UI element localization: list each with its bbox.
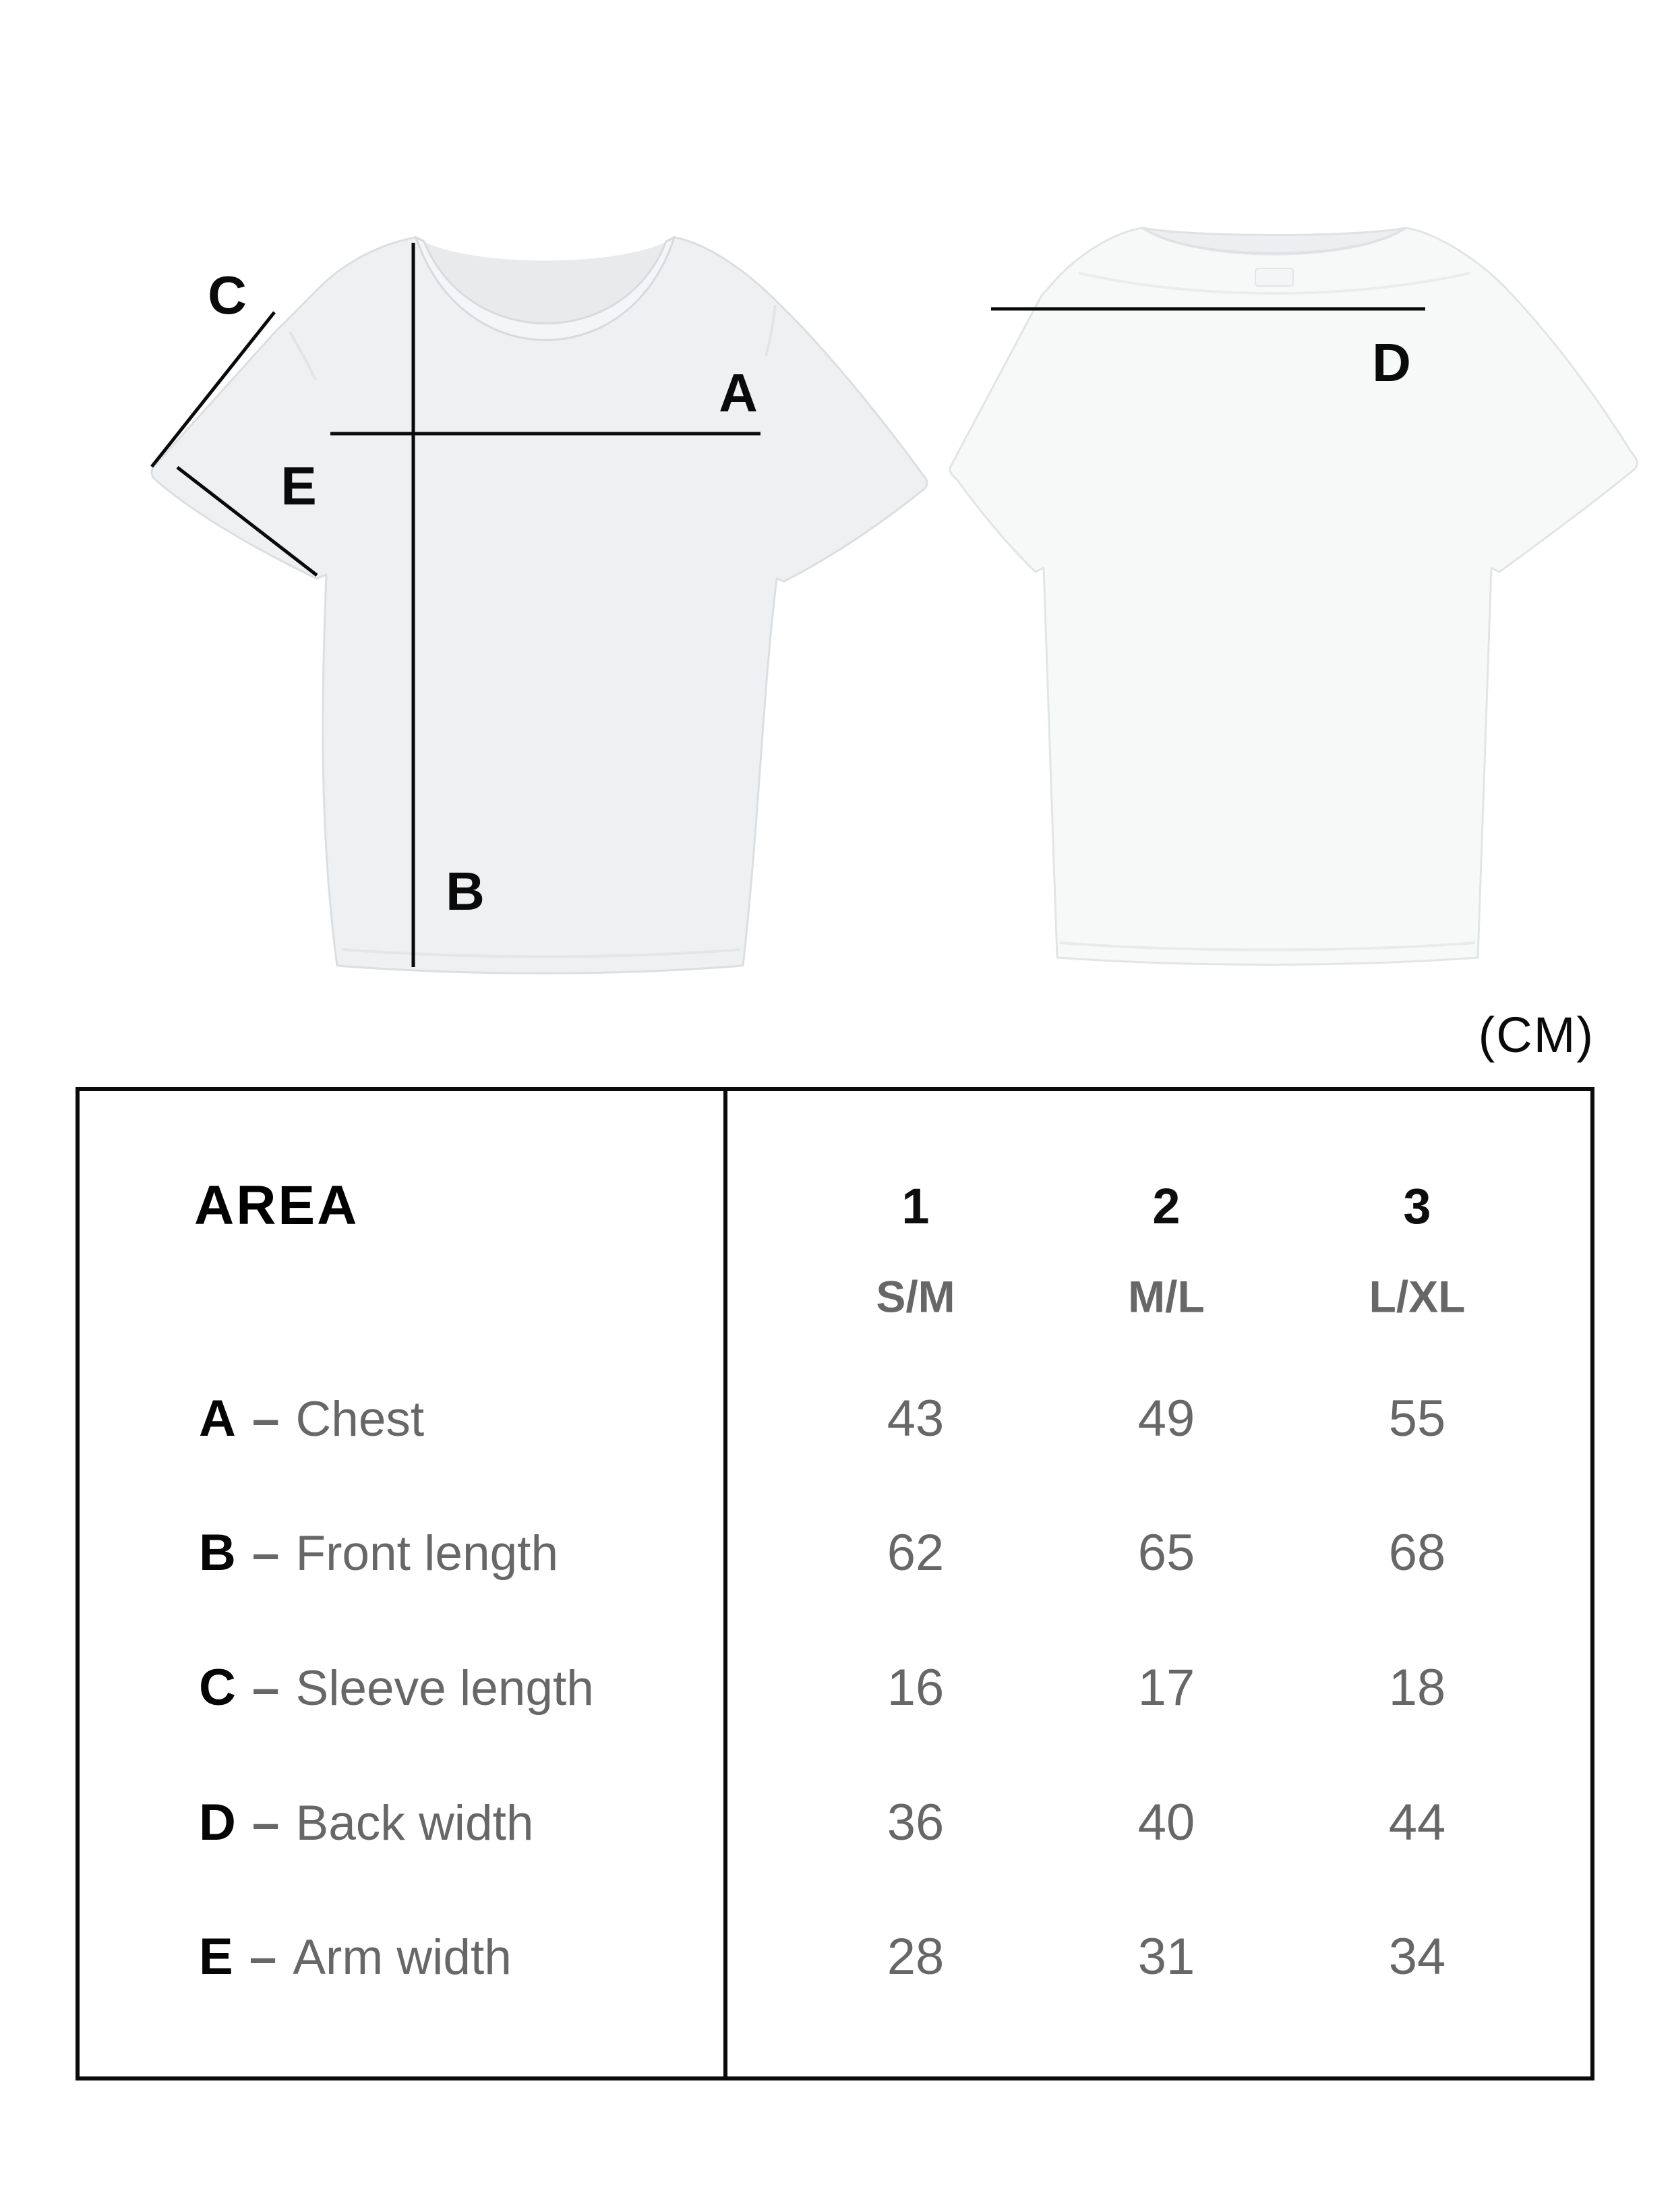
row-letter: B [199, 1523, 236, 1581]
row-label-sleeve-length [199, 1658, 594, 1717]
unit-label: (CM) [1478, 1007, 1594, 1063]
value-chest-sm: 43 [887, 1389, 945, 1447]
row-name: Back width [295, 1795, 534, 1851]
row-letter: D [199, 1793, 236, 1851]
row-dash: – [251, 1391, 280, 1447]
back-neck-tag [1255, 268, 1293, 286]
size-column-3-label: L/XL [1369, 1271, 1466, 1322]
tshirt-measurement-diagram [0, 0, 1672, 1052]
front-tshirt-illustration [152, 237, 927, 973]
row-letter: E [199, 1927, 233, 1985]
value-back-width-sm: 36 [887, 1793, 945, 1851]
row-dash: – [251, 1525, 280, 1581]
value-sleeve-length-lxl: 18 [1388, 1658, 1446, 1716]
value-arm-width-sm: 28 [887, 1927, 945, 1985]
size-table [76, 1087, 1594, 2080]
row-label-front-length [199, 1523, 558, 1582]
size-column-3-number: 3 [1403, 1177, 1431, 1234]
table-column-divider [723, 1091, 727, 2076]
back-tshirt-illustration [950, 228, 1638, 965]
row-label-chest [199, 1389, 424, 1448]
row-dash: – [251, 1660, 280, 1716]
value-sleeve-length-sm: 16 [887, 1658, 945, 1716]
row-name: Arm width [293, 1929, 512, 1985]
row-label-arm-width [199, 1927, 512, 1986]
value-chest-ml: 49 [1137, 1389, 1195, 1447]
row-label-back-width [199, 1793, 534, 1852]
label-a-chest: A [719, 363, 758, 423]
label-d-back-width: D [1372, 332, 1411, 392]
value-chest-lxl: 55 [1388, 1389, 1446, 1447]
value-back-width-lxl: 44 [1388, 1793, 1446, 1851]
value-front-length-lxl: 68 [1388, 1523, 1446, 1581]
row-letter: A [199, 1389, 236, 1447]
value-arm-width-lxl: 34 [1388, 1927, 1446, 1985]
value-arm-width-ml: 31 [1137, 1927, 1195, 1985]
row-name: Chest [295, 1391, 425, 1447]
row-name: Front length [295, 1525, 559, 1581]
label-b-front-length: B [446, 861, 485, 921]
value-back-width-ml: 40 [1137, 1793, 1195, 1851]
area-column-header: AREA [194, 1175, 359, 1237]
size-column-2-number: 2 [1152, 1177, 1181, 1234]
back-tshirt-body [950, 228, 1638, 965]
label-c-sleeve-length: C [208, 265, 247, 325]
row-name: Sleeve length [295, 1660, 594, 1716]
front-tshirt-body [152, 237, 927, 973]
value-sleeve-length-ml: 17 [1137, 1658, 1195, 1716]
value-front-length-sm: 62 [887, 1523, 945, 1581]
row-letter: C [199, 1658, 236, 1716]
row-dash: – [249, 1929, 277, 1985]
size-column-1-number: 1 [901, 1177, 930, 1234]
row-dash: – [251, 1795, 280, 1851]
size-column-2-label: M/L [1128, 1271, 1205, 1322]
label-e-arm-width: E [280, 456, 317, 516]
value-front-length-ml: 65 [1137, 1523, 1195, 1581]
size-column-1-label: S/M [876, 1271, 955, 1322]
